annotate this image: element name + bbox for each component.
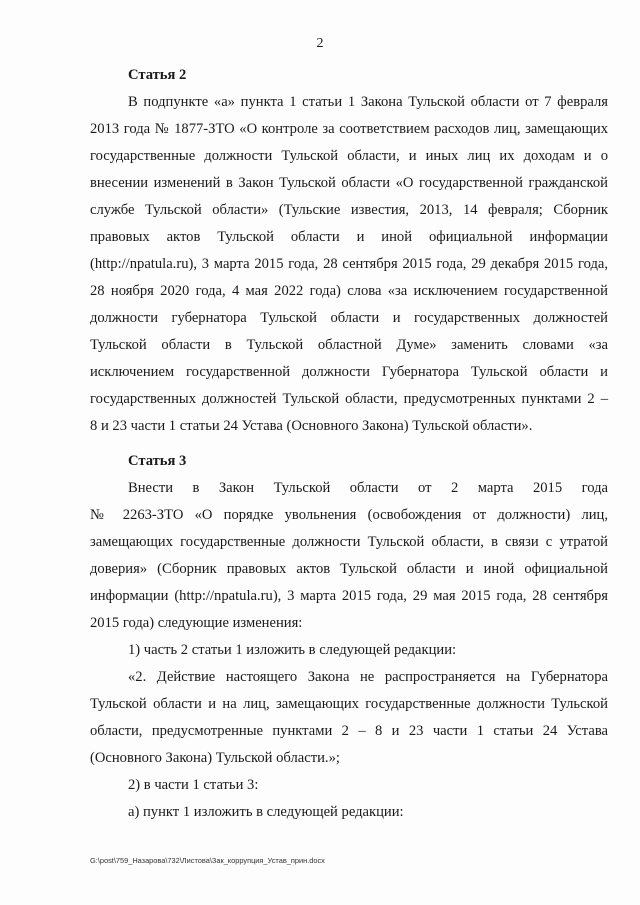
article-3	[90, 448, 608, 826]
article-3-item-1	[90, 637, 608, 664]
text-line: доверия» (Сборник правовых актов Тульской области и иной официальной	[90, 561, 608, 577]
text-line: 2013 года № 1877-ЗТО «О контроле за соответствием расходов лиц, замещающих	[90, 121, 608, 137]
text-line: государственных должностей Тульской области, предусмотренных пунктами 2 –	[90, 391, 608, 407]
text-line: информации (http://npatula.ru), 3 марта 2015 года, 29 мая 2015 года, 28 сентября	[90, 588, 608, 604]
text-line: а) пункт 1 изложить в следующей редакции:	[128, 804, 404, 820]
article-2	[90, 62, 608, 440]
article-3-title: Статья 3	[128, 453, 187, 469]
article-2-title: Статья 2	[128, 67, 187, 83]
text-line: 2015 года) следующие изменения:	[90, 615, 303, 631]
text-line: Тульской области в Тульской областной Думе» заменить словами «за	[90, 337, 608, 353]
text-line: Тульской области и на лиц, замещающих государственные должности Тульской	[90, 696, 608, 712]
article-3-quote	[90, 664, 608, 772]
text-line: области, предусмотренные пунктами 2 – 8 и 23 части 1 статьи 24 Устава	[90, 723, 608, 739]
text-line: службе Тульской области» (Тульские известия, 2013, 14 февраля; Сборник	[90, 202, 608, 218]
text-line: правовых актов Тульской области и иной официальной информации	[90, 229, 608, 245]
article-2-body	[90, 89, 608, 440]
page-number: 2	[316, 36, 324, 51]
text-line: 8 и 23 части 1 статьи 24 Устава (Основного Закона) Тульской области».	[90, 418, 533, 434]
text-line: замещающих государственные должности Тульской области, в связи с утратой	[90, 534, 608, 550]
text-line: внесении изменений в Закон Тульской области «О государственной гражданской	[90, 175, 608, 191]
text-line: 1) часть 2 статьи 1 изложить в следующей редакции:	[128, 642, 457, 658]
text-line: государственные должности Тульской области, и иных лиц их доходам и о	[90, 148, 608, 164]
text-line: (Основного Закона) Тульской области.»;	[90, 750, 340, 766]
text-line: должности губернатора Тульской области и государственных должностей	[90, 310, 608, 326]
article-3-item-2a	[90, 799, 608, 826]
text-line: № 2263-ЗТО «О порядке увольнения (освобождения от должности) лиц,	[90, 507, 608, 523]
text-line: Внести в Закон Тульской области от 2 марта 2015 года	[128, 480, 608, 496]
file-path-footer: G:\post\759_Назарова\732\Листова\Зак_коррупция_Устав_прин.docx	[90, 856, 325, 865]
text-line: 2) в части 1 статьи 3:	[128, 777, 259, 793]
article-3-item-2	[90, 772, 608, 799]
text-line: (http://npatula.ru), 3 марта 2015 года, 28 сентября 2015 года, 29 декабря 2015 года,	[90, 256, 608, 272]
article-3-intro	[90, 475, 608, 637]
text-line: исключением государственной должности Губернатора Тульской области и	[90, 364, 608, 380]
text-line: В подпункте «а» пункта 1 статьи 1 Закона Тульской области от 7 февраля	[128, 94, 608, 110]
text-line: 28 ноября 2020 года, 4 мая 2022 года) слова «за исключением государственной	[90, 283, 608, 299]
text-line: «2. Действие настоящего Закона не распространяется на Губернатора	[128, 669, 608, 685]
